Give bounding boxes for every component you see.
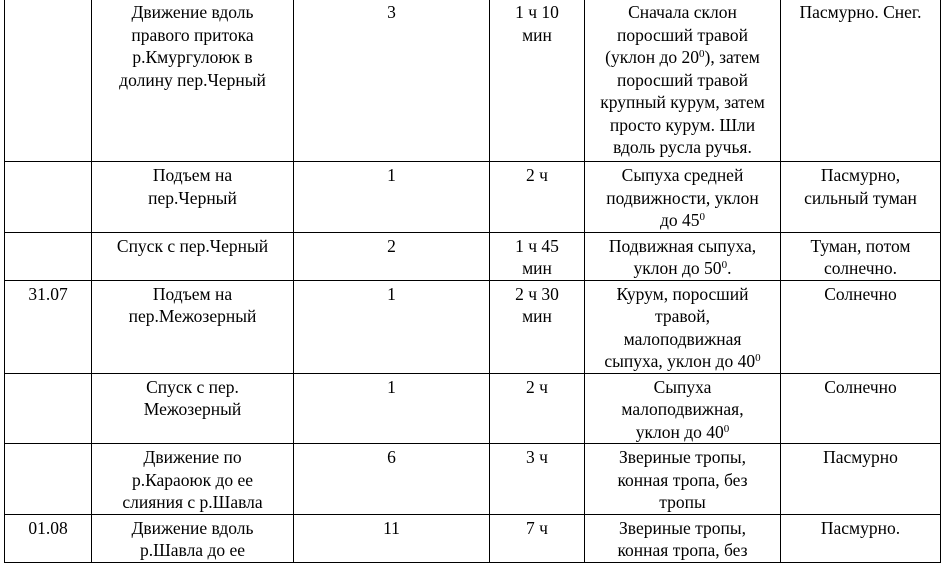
cell-route	[92, 444, 294, 515]
cell-description	[585, 373, 781, 444]
cell-text-line: Движение вдоль	[131, 2, 254, 22]
cell-route	[92, 280, 294, 373]
cell-time	[490, 162, 585, 233]
cell-text-line: Солнечно	[824, 376, 897, 397]
cell-description	[585, 162, 781, 233]
cell-category	[294, 514, 490, 562]
cell-time	[490, 0, 585, 162]
cell-category	[294, 373, 490, 444]
cell-text-line: правого притока	[131, 24, 254, 45]
cell-weather	[781, 280, 941, 373]
cell-route	[92, 514, 294, 562]
table-row	[5, 0, 941, 162]
cell-text-line: р.Кмургулоюк в	[132, 47, 253, 67]
cell-text-line: 31.07	[28, 283, 68, 304]
cell-text-line: мин	[522, 258, 552, 278]
cell-route	[92, 0, 294, 162]
cell-text-line: сыпуха, уклон до $40^0$	[604, 351, 761, 371]
cell-text-line: конная тропа, без	[617, 469, 748, 490]
cell-text-line: Спуск с пер.	[146, 376, 239, 397]
cell-text-line: Спуск с пер.Черный	[116, 235, 269, 256]
cell-description	[585, 0, 781, 162]
cell-text-line: Пасмурно.	[820, 517, 901, 538]
cell-description	[585, 232, 781, 280]
cell-weather	[781, 373, 941, 444]
table-row	[5, 444, 941, 515]
cell-text-line: солнечно.	[823, 258, 897, 278]
cell-date	[5, 280, 92, 373]
cell-text-line: пер.Черный	[148, 187, 237, 208]
cell-time	[490, 280, 585, 373]
cell-text-line: 3 ч	[526, 447, 548, 467]
cell-text-line: Подвижная сыпуха,	[608, 235, 757, 256]
cell-text-line: малоподвижная,	[621, 399, 744, 419]
cell-date	[5, 162, 92, 233]
cell-text-line: 1 ч 10	[515, 2, 559, 22]
cell-route	[92, 162, 294, 233]
cell-text-line: крупный курум, затем	[600, 92, 765, 112]
cell-text-line: Пасмурно. Снег.	[799, 2, 922, 22]
cell-text-line: р.Шавла до ее	[139, 540, 246, 560]
cell-date	[5, 444, 92, 515]
cell-text-line: 11	[383, 517, 400, 538]
cell-text-line: Подъем на	[152, 165, 233, 185]
cell-route	[92, 373, 294, 444]
table-row	[5, 162, 941, 233]
cell-time	[490, 514, 585, 562]
table-row	[5, 280, 941, 373]
cell-text-line: конная тропа, без	[617, 540, 748, 560]
cell-text-line: Звериные тропы,	[619, 517, 746, 538]
cell-text-line: Подъем на	[152, 283, 233, 304]
cell-text-line: поросший травой	[616, 69, 749, 90]
cell-category	[294, 280, 490, 373]
cell-text-line: Туман, потом	[810, 235, 911, 256]
cell-text-line: мин	[522, 306, 552, 326]
cell-text-line: 7 ч	[526, 517, 548, 538]
cell-text-line: долину пер.Черный	[119, 69, 266, 90]
cell-category	[294, 232, 490, 280]
cell-text-line: 6	[387, 447, 396, 467]
cell-text-line: уклон до $40^0$	[635, 421, 730, 442]
cell-time	[490, 444, 585, 515]
cell-weather	[781, 162, 941, 233]
cell-date	[5, 0, 92, 162]
cell-text-line: Сыпуха средней	[621, 165, 744, 185]
cell-text-line: уклон до $50^0$.	[633, 258, 732, 278]
cell-weather	[781, 514, 941, 562]
cell-text-line: малоподвижная	[623, 328, 742, 349]
cell-text-line: 1	[387, 376, 396, 397]
cell-text-line: 1	[387, 283, 396, 304]
cell-weather	[781, 444, 941, 515]
route-table-body	[5, 0, 941, 562]
cell-text-line: р.Караоюк до ее	[131, 469, 254, 490]
cell-text-line: Пасмурно,	[820, 165, 901, 185]
cell-text-line: Сначала склон	[628, 2, 737, 22]
cell-text-line: 01.08	[28, 517, 68, 538]
cell-text-line: просто курум. Шли	[609, 114, 756, 135]
cell-text-line: вдоль русла ручья.	[613, 137, 752, 157]
table-row	[5, 232, 941, 280]
cell-text-line: Пасмурно	[823, 447, 898, 467]
cell-text-line: 2 ч	[526, 165, 548, 185]
cell-date	[5, 232, 92, 280]
cell-text-line: Звериные тропы,	[619, 447, 746, 467]
cell-text-line: мин	[522, 24, 552, 45]
cell-time	[490, 373, 585, 444]
table-row	[5, 514, 941, 562]
cell-category	[294, 0, 490, 162]
cell-date	[5, 373, 92, 444]
cell-text-line: 1 ч 45	[515, 235, 559, 256]
cell-text-line: слияния с р.Шавла	[122, 492, 263, 512]
cell-text-line: Курум, поросший	[616, 283, 749, 304]
cell-date	[5, 514, 92, 562]
cell-text-line: 3	[387, 2, 396, 22]
route-table	[4, 0, 941, 563]
cell-text-line: Сыпуха	[653, 376, 712, 397]
cell-text-line: пер.Межозерный	[128, 306, 257, 326]
cell-time	[490, 232, 585, 280]
cell-text-line: Солнечно	[824, 283, 897, 304]
cell-text-line: до $45^0$	[659, 210, 706, 230]
cell-description	[585, 280, 781, 373]
cell-weather	[781, 0, 941, 162]
cell-text-line: Межозерный	[143, 399, 242, 419]
cell-weather	[781, 232, 941, 280]
cell-route	[92, 232, 294, 280]
cell-description	[585, 514, 781, 562]
cell-text-line: 2 ч	[526, 376, 548, 397]
cell-text-line: Движение вдоль	[131, 517, 254, 538]
cell-text-line: 2	[387, 235, 396, 256]
cell-category	[294, 162, 490, 233]
cell-description	[585, 444, 781, 515]
cell-text-line: 1	[387, 165, 396, 185]
table-row	[5, 373, 941, 444]
cell-text-line: травой,	[654, 306, 710, 326]
cell-text-line: подвижности, уклон	[606, 187, 759, 208]
cell-text-line: поросший травой	[616, 24, 749, 45]
cell-text-line: тропы	[659, 492, 706, 512]
cell-text-line: (уклон до $20^0$), затем	[605, 47, 760, 67]
cell-text-line: сильный туман	[804, 187, 917, 208]
cell-category	[294, 444, 490, 515]
cell-text-line: Движение по	[143, 447, 242, 467]
cell-text-line: 2 ч 30	[515, 283, 559, 304]
